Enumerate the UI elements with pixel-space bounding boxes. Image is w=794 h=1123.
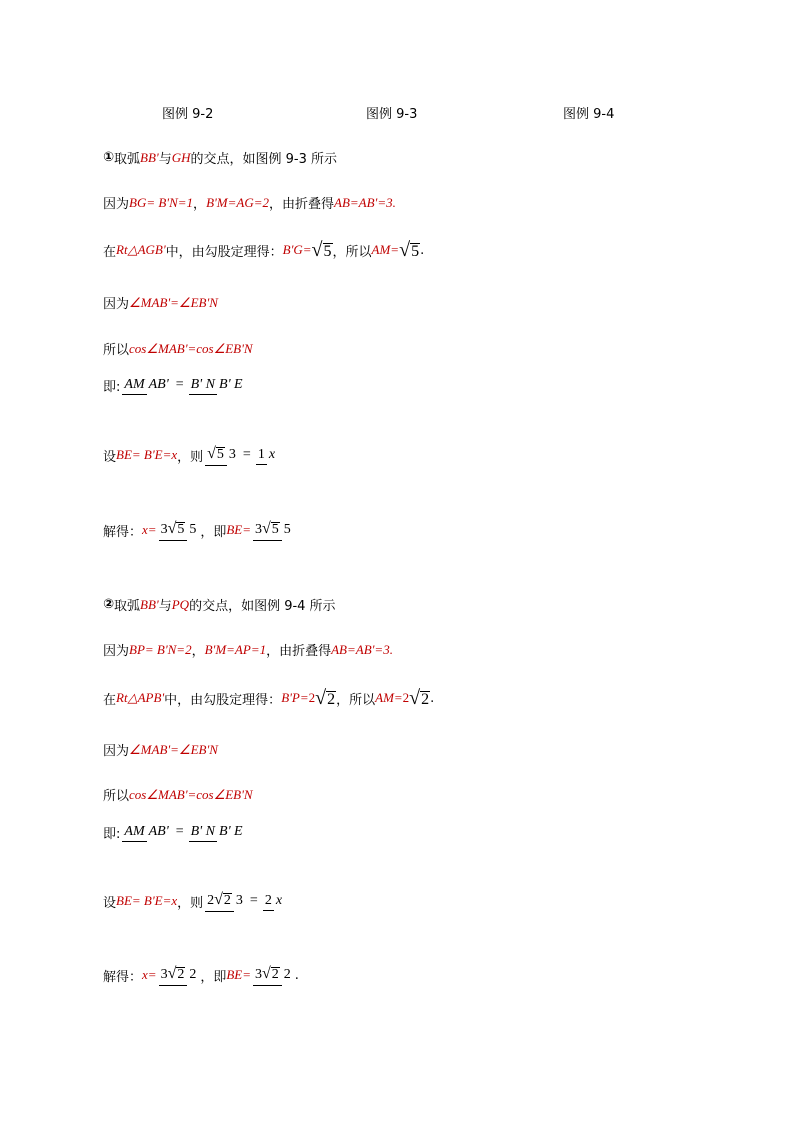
math-term: Rt△AGB' [116,242,166,258]
text: ，则 [177,895,204,911]
figure-caption-9-3: 图例 9-3 [366,107,418,122]
coefficient: 3 [255,967,263,982]
sqrt-expression: √5 [262,520,279,537]
sqrt-expression: √5 [207,445,224,462]
text: 在 [103,244,117,260]
math-term: BE= B'E=x [116,893,178,909]
radicand: 5 [177,522,185,537]
radicand: 5 [216,447,224,462]
math-term: AM= [375,690,403,706]
coefficient: 3 [255,522,263,537]
math-term: BB' [140,596,159,612]
math-term: BG= B'N=1 [129,194,194,210]
case1-ratio [103,375,247,395]
text: ，由折叠得 [269,197,335,212]
math-term: cos∠MAB'=cos∠EB'N [129,340,253,356]
math-term: B'M=AG=2 [206,194,269,210]
numerator: AM [122,378,146,395]
sqrt-expression: √2 [409,687,430,709]
numerator [253,521,282,541]
text: 所以 [103,789,130,804]
denominator: 5 [283,522,291,537]
numerator: 1 [256,448,267,465]
math-term: AM= [371,242,400,258]
text: . [420,242,425,258]
math-term: ∠MAB'=∠EB'N [129,741,218,757]
text: 的交点，如图例 9-3 所示 [190,152,337,167]
figure-caption-9-2: 图例 9-2 [162,107,214,122]
math-term: BE= [226,522,252,538]
math-term: GH [171,149,191,165]
math-term: AB=AB'=3. [331,641,393,657]
case2-solution [103,965,299,986]
fraction [253,520,293,541]
radicand: 2 [421,691,430,708]
equals-sign: = [175,824,184,839]
text: 解得： [103,524,143,540]
math-term: B'G= [282,242,312,258]
radicand: 2 [177,967,185,982]
fraction [256,445,277,465]
fraction [122,375,170,395]
math-term: Rt△APB' [116,690,165,706]
case1-solution [103,520,295,541]
denominator: AB' [148,377,169,392]
fraction [189,375,245,395]
equals-sign: = [175,377,184,392]
sqrt-expression: √5 [167,520,185,537]
case1-heading [103,148,337,167]
math-term: PQ [171,596,190,612]
coefficient: 3 [160,522,168,537]
fraction [205,891,245,912]
fraction [159,965,199,986]
fraction [189,822,245,842]
text: ，由折叠得 [266,644,332,659]
numerator: AM [122,825,146,842]
math-term: BE= B'E=x [116,447,178,463]
case2-given [103,640,393,659]
circled-number-2: ② [103,597,115,612]
sqrt-expression: √5 [399,239,420,261]
case2-setup [103,891,286,912]
text: 因为 [103,644,130,659]
denominator: 3 [228,447,236,462]
sqrt-expression: √2 [315,687,336,709]
equals-sign: = [242,447,251,463]
math-term: AB=AB'=3. [334,194,396,210]
numerator [205,892,234,912]
coefficient: 2 [207,893,215,908]
text: 中，由勾股定理得： [165,244,283,260]
case1-given [103,193,396,212]
text: 中，由勾股定理得： [164,692,282,708]
radicand: 2 [271,967,279,982]
math-term: BE= [226,967,252,983]
text: 所以 [103,343,130,358]
text: 取弧 [114,152,141,167]
denominator: B' E [219,377,243,392]
numerator: B' N [189,378,217,395]
coefficient: 2 [402,690,410,706]
case2-cos-equality [103,785,253,804]
text: 因为 [103,197,130,212]
text: ，所以 [332,244,372,260]
coefficient: 3 [160,967,168,982]
text: 在 [103,692,117,708]
text: 解得： [103,969,143,985]
text: 与 [158,599,172,614]
radicand: 5 [271,522,279,537]
radicand: 2 [223,893,231,908]
math-term: cos∠MAB'=cos∠EB'N [129,786,253,802]
fraction [205,445,238,466]
denominator: 3 [235,893,243,908]
numerator [159,521,188,541]
sqrt-expression: √2 [214,891,231,908]
math-term: B'M=AP=1 [204,641,267,657]
denominator: 5 [189,522,197,537]
case2-angle-equality [103,740,218,759]
text: . [294,967,299,983]
numerator: 2 [263,894,274,911]
coefficient: 2 [308,690,316,706]
fraction [263,891,284,911]
text: ，则 [177,449,204,465]
figure-caption-9-4: 图例 9-4 [563,107,615,122]
fraction [122,822,170,842]
numerator [253,966,282,986]
case2-pythagoras [103,688,434,709]
text: . [430,690,435,706]
numerator: B' N [189,825,217,842]
denominator: x [275,893,283,909]
denominator: AB' [148,824,169,839]
text: ， [191,644,205,659]
circled-number-1: ① [103,150,115,165]
math-term: BP= B'N=2 [129,641,192,657]
text: 因为 [103,297,130,312]
math-term: ∠MAB'=∠EB'N [129,294,218,310]
radicand: 5 [411,243,420,260]
sqrt-expression: √2 [262,965,279,982]
denominator: 2 [283,967,291,982]
sqrt-expression: √5 [311,239,332,261]
text: 取弧 [114,599,141,614]
text: 的交点，如图例 9-4 所示 [189,599,336,614]
text: ，所以 [336,692,376,708]
math-term: B'P= [281,690,309,706]
text: 即: [103,826,121,842]
case2-ratio [103,822,247,842]
text: 与 [158,152,172,167]
text: ， [193,197,207,212]
text: 设 [103,895,117,911]
text: 即: [103,379,121,395]
equals-sign: = [249,893,258,909]
case1-setup [103,445,279,466]
numerator [205,446,227,466]
fraction [253,965,293,986]
denominator: B' E [219,824,243,839]
math-term: BB' [140,149,159,165]
denominator: 2 [189,967,197,982]
case1-angle-equality [103,293,218,312]
fraction [159,520,199,541]
math-term: x= [142,967,157,983]
case1-pythagoras [103,240,424,261]
text: 设 [103,449,117,465]
math-term: x= [142,522,157,538]
text: ，即 [200,969,227,985]
numerator [159,966,188,986]
radicand: 2 [327,691,336,708]
text: 因为 [103,744,130,759]
sqrt-expression: √2 [167,965,185,982]
radicand: 5 [323,243,332,260]
text: ，即 [200,524,227,540]
case1-cos-equality [103,339,253,358]
case2-heading [103,595,336,614]
denominator: x [268,447,276,463]
